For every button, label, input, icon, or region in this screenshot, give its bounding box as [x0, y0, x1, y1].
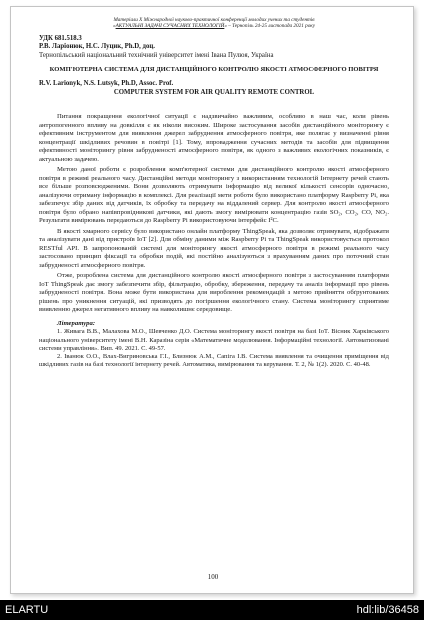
paragraph: Питання покращення екологічної ситуації є надзвичайно важливим, особливо в наш час, коли рівень антропогенного впливу на довкілля є як ніколи високим. Широке застосування засобів дистанційного моніторингу є ефективним інструментом для виявлення джерел забруднення атмосферного повітря, яке полягає у визначенні рівня концентрації шкідливих речовин в повітрі [1]. Тому, впровадження сучасних методів та засобів для підвищення ефективності моніторингу рівня забрудненості атмосферного повітря, як одного з важливих екологічних показників, є актуальною задачею.	[39, 113, 389, 163]
paragraph: Метою даної роботи є розроблення комп'ютерної системи для дистанційного контролю якості атмосферного повітря в режимі реального часу. Дистанційні методи моніторингу з використанням технологій Інтернету речей стають все більше розповсюдженими. Вони дозволяють отримувати інформацію від великої кількості сенсорів одночасно, аналізуючи отриману інформацію в комплексі. Для реалізації мети роботи було використано платформу Raspberry Pi, яка забезпечує збір даних від датчиків, їх обробку та передачу на віддалений сервер. Для контролю якості атмосферного повітря було обрано напівпровідникові датчики, які дають змогу вимірювати концентрацію газів SO₂, CO₂, CO, NO₂. Результати вимірювань передаються до Raspberry Pi використовуючи інтерфейс I²C.	[39, 166, 389, 225]
article-title-ua: КОМП'ЮТЕРНА СИСТЕМА ДЛЯ ДИСТАНЦІЙНОГО КОНТРОЛЮ ЯКОСТІ АТМОСФЕРНОГО ПОВІТРЯ	[49, 66, 379, 74]
authors-ua: Р.В. Ларіонюк, Н.С. Луцик, Ph.D, доц.	[39, 43, 156, 51]
document-page	[10, 6, 414, 594]
conference-header	[39, 17, 389, 30]
reference-item: 2. Іванюк О.О., Влах-Вигриновська Г.І., Близнюк А.М., Сапіга І.В. Система виявлення та очищення приміщення від шкідливих газів на базі технології інтернету речей. Автоматика, вимірювання та керування. Т. 2, № 1(2). 2020. С. 40-48.	[39, 353, 389, 369]
article-body	[39, 113, 389, 315]
footer-bar	[0, 600, 424, 620]
article-title-en: COMPUTER SYSTEM FOR AIR QUALITY REMOTE CONTROL	[113, 88, 315, 96]
handle-link[interactable]: hdl:lib/36458	[356, 604, 419, 616]
page-number: 100	[207, 573, 219, 581]
references-title: Література:	[57, 319, 96, 327]
paragraph: Отже, розроблена система для дистанційного контролю якості атмосферного повітря з застосуванням платформи IoT ThingSpeak дає змогу забезпечити збір, фільтрацію, обробку, збереження, передачу та аналіз інформації про рівень забрудненості повітря. Вона може бути використана для вироблення рекомендацій з метою прийняття обґрунтованих рішень про уникнення ситуацій, які призводять до погіршення екологічного стану. Система моніторингу сприятиме виявленню джерел негативного впливу на навколишнє середовище.	[39, 272, 389, 314]
conference-header-line2	[39, 23, 389, 29]
conference-header-line1: Матеріали Х Міжнародної науково-практичної конференції молодих учених та студентів	[113, 17, 315, 23]
authors-en: R.V. Larionyk, N.S. Lutsyk, Ph.D, Assoc. Prof.	[39, 80, 174, 88]
paragraph: В якості хмарного сервісу було використано онлайн платформу ThingSpeak, яка дозволяє отримувати, відображати та аналізувати дані від пристроїв IoT [2]. Для обміну даними між Raspberry Pi та ThingSpeak використовується протокол RESTful API. В запропонованій системі для моніторингу якості атмосферного повітря в режимі реального часу застосовано принцип фіксації та обробки подій, які постійно аналізуються з врахуванням даних про поточний стан забрудненості атмосферного повітря.	[39, 227, 389, 269]
conference-header-open-quote: «	[112, 23, 116, 30]
udk-code: УДК 681.518.3	[39, 34, 82, 42]
affiliation: Тернопільський національний технічний університет імені Івана Пулюя, Україна	[39, 51, 274, 59]
repository-label: ELARTU	[5, 604, 49, 616]
references-section	[39, 320, 389, 370]
reference-item: 1. Живага В.В., Малахова М.О., Шевченко Д.О. Система моніторингу якості повітря на базі IoT. Вісник Харківського національного університету імені В.Н. Каразіна серія «Математичне моделювання. Інформаційні технології. Автоматизовані системи управління». Вип. 49. 2021. С. 49-57.	[39, 328, 389, 352]
page-content	[39, 17, 389, 370]
conference-date: » – Тернопіль 24-25 листопада 2021 року	[224, 23, 316, 30]
conference-name: АКТУАЛЬНІ ЗАДАЧІ СУЧАСНИХ ТЕХНОЛОГІЙ	[115, 23, 225, 30]
